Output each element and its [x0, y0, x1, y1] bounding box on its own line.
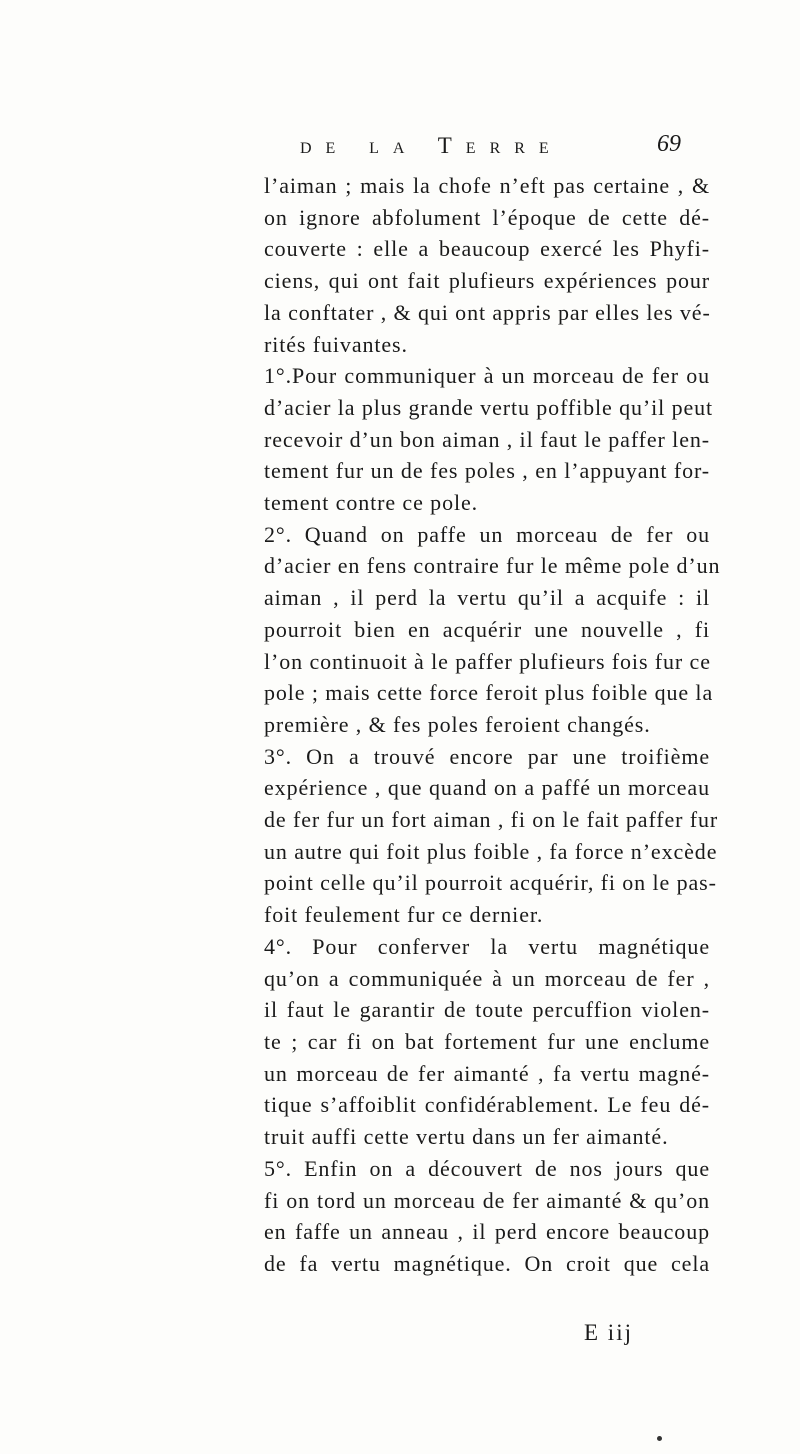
text-line: la conftater , & qui ont appris par elles les vé- [264, 299, 711, 325]
text-line: 5°. Enfin on a découvert de nos jours que [264, 1155, 710, 1181]
text-line: de fer fur un fort aiman , fi on le fait paffer fur [264, 807, 719, 833]
text-line: tement contre ce pole. [264, 490, 479, 516]
text-line: recevoir d’un bon aiman , il faut le paffer len- [264, 426, 710, 452]
text-line: fi on tord un morceau de fer aimanté & qu’on [264, 1187, 710, 1213]
text-line: rités fuivantes. [264, 331, 408, 357]
text-line: de fa vertu magnétique. On croit que cela [264, 1250, 710, 1276]
text-line: foit feulement fur ce dernier. [264, 902, 544, 928]
text-line: un morceau de fer aimanté , fa vertu magné- [264, 1060, 710, 1086]
text-line: point celle qu’il pourroit acquérir, fi on le pas- [264, 870, 717, 896]
text-line: il faut le garantir de toute percuffion violen- [264, 997, 710, 1023]
text-line: tement fur un de fes poles , en l’appuyant for- [264, 458, 710, 484]
running-head [300, 129, 700, 169]
text-line: 1°.Pour communiquer à un morceau de fer ou [264, 363, 710, 389]
text-line: qu’on a communiquée à un morceau de fer , [264, 965, 710, 991]
text-line: 2°. Quand on paffe un morceau de fer ou [264, 521, 710, 547]
page-number: 69 [657, 131, 681, 157]
text-line: ciens, qui ont fait plufieurs expériences pour [264, 268, 710, 294]
text-line: 4°. Pour conferver la vertu magnétique [264, 933, 710, 959]
body-text [264, 170, 721, 1280]
running-title: de la Terre [300, 133, 563, 158]
text-line: l’on continuoit à le paffer plufieurs fois fur ce [264, 648, 711, 674]
text-line: expérience , que quand on a paffé un morceau [264, 775, 710, 801]
text-line: l’aiman ; mais la chofe n’eft pas certaine , & [264, 173, 710, 198]
text-line: d’acier en fens contraire fur le même pole d’un [264, 553, 721, 579]
text-line: te ; car fi on bat fortement fur une enclume [264, 1028, 710, 1054]
text-line: pourroit bien en acquérir une nouvelle , fi [264, 616, 710, 642]
text-line: première , & fes poles feroient changés. [264, 711, 651, 737]
text-line: tique s’affoiblit confidérablement. Le feu dé- [264, 1092, 710, 1118]
text-line: on ignore abfolument l’époque de cette dé- [264, 204, 710, 230]
text-line: 3°. On a trouvé encore par une troifième [264, 743, 710, 769]
text-line: aiman , il perd la vertu qu’il a acquife : il [264, 585, 710, 611]
text-line: un autre qui foit plus foible , fa force n’excède [264, 838, 718, 864]
text-line: en faffe un anneau , il perd encore beaucoup [264, 1219, 710, 1245]
text-line: d’acier la plus grande vertu poffible qu’il peut [264, 394, 714, 420]
signature-mark: E iij [584, 1320, 633, 1345]
ink-speck [657, 1436, 662, 1441]
text-line: couverte : elle a beaucoup exercé les Phyfi- [264, 236, 710, 262]
text-line: truit auffi cette vertu dans un fer aimanté. [264, 1124, 669, 1150]
text-line: pole ; mais cette force feroit plus foible que la [264, 680, 714, 706]
